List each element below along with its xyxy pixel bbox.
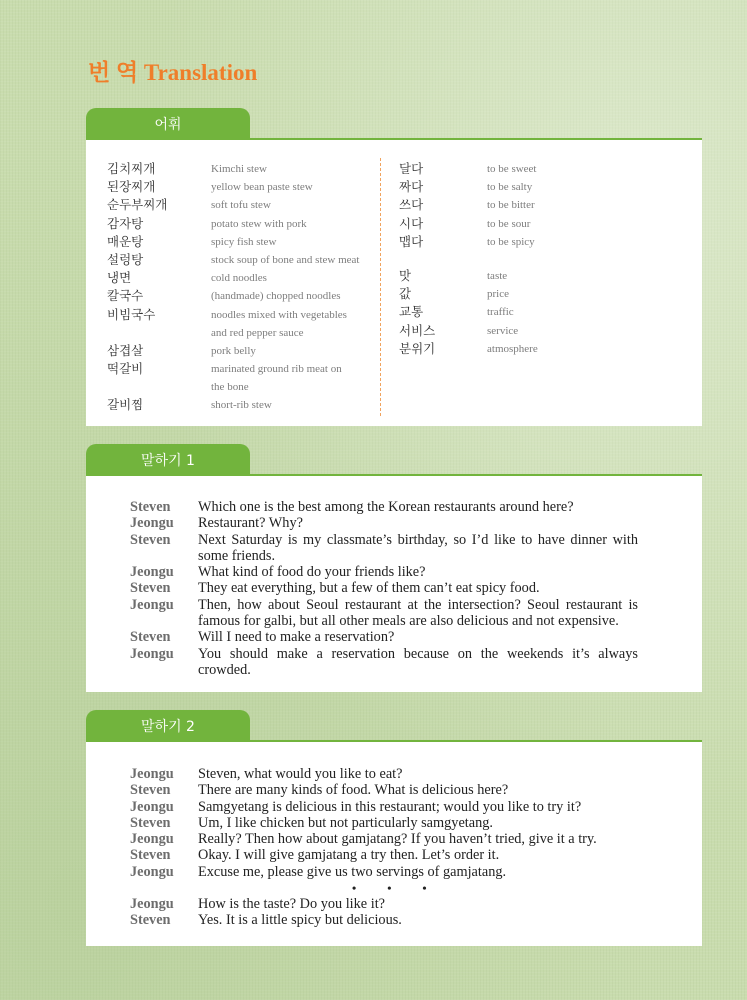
- dialogue-line: [130, 499, 638, 515]
- tab-vocabulary: 어휘: [86, 108, 250, 140]
- vocab-row: [399, 196, 538, 214]
- vocab-korean: 김치찌개: [107, 161, 156, 176]
- vocab-english: to be bitter: [487, 199, 535, 212]
- vocab-english: pork belly: [211, 344, 256, 357]
- speaker-name: Steven: [130, 580, 171, 597]
- vocab-row: [107, 396, 359, 414]
- vocab-english: atmosphere: [487, 342, 538, 355]
- speaker-name: Jeongu: [130, 863, 174, 880]
- vocab-row: [399, 322, 538, 340]
- vocab-korean: 맵다: [399, 233, 424, 249]
- vocab-korean: 교통: [399, 304, 424, 320]
- vocab-left-column: [107, 160, 359, 415]
- dialogue-line: [130, 896, 638, 912]
- dialogue-text: Um, I like chicken but not particularly samgyetang.: [198, 814, 493, 831]
- page-title: 번 역 Translation: [88, 60, 258, 85]
- dialogue-text: How is the taste? Do you like it?: [198, 896, 386, 913]
- vocab-row: [399, 285, 538, 303]
- tab-speaking-2: 말하기 2: [86, 710, 250, 742]
- vocab-english: price: [487, 288, 509, 301]
- dialogue-text: Samgyetang is delicious in this restaurant; would you like to try it?: [198, 798, 582, 815]
- vocab-korean: 감자탕: [107, 215, 144, 231]
- dialogue-line: [130, 847, 638, 863]
- vocab-english: and red pepper sauce: [211, 326, 304, 339]
- speaker-name: Jeongu: [130, 515, 174, 532]
- speaker-name: Jeongu: [130, 564, 174, 581]
- speaker-name: Jeongu: [130, 766, 174, 782]
- vocab-english: short-rib stew: [211, 399, 272, 412]
- vocabulary-panel: [86, 140, 702, 426]
- vocab-row: [107, 342, 359, 360]
- dialogue-text: Okay. I will give gamjatang a try then. Let’s order it.: [198, 847, 500, 864]
- vocab-english: yellow bean paste stew: [211, 181, 313, 194]
- speaker-name: Jeongu: [130, 596, 174, 613]
- dialogue-separator: • • •: [352, 881, 441, 896]
- vocab-row: [399, 160, 538, 178]
- dialogue-line: [130, 597, 638, 630]
- vocab-row: [107, 324, 359, 342]
- vocab-row: [107, 215, 359, 233]
- vocab-korean: 맛: [399, 267, 412, 283]
- speaker-name: Steven: [130, 782, 171, 799]
- vocab-korean: 쓰다: [399, 197, 424, 213]
- vocab-korean: 값: [399, 286, 412, 302]
- vocab-row: [399, 267, 538, 285]
- dialogue-line: [130, 912, 638, 928]
- speaking-2-panel: [86, 742, 702, 946]
- vocab-row: [107, 306, 359, 324]
- dialogue-text: Really? Then how about gamjatang? If you haven’t tried, give it a try.: [198, 831, 597, 848]
- vocab-row: [107, 378, 359, 396]
- vocab-english: noodles mixed with vegetables: [211, 308, 347, 321]
- vocab-row: [399, 340, 538, 358]
- vocab-row: [107, 178, 359, 196]
- dialogue-1: [130, 499, 638, 678]
- dialogue-line: [130, 629, 638, 645]
- speaker-name: Steven: [130, 499, 171, 515]
- vocab-english: marinated ground rib meat on: [211, 363, 342, 376]
- vocab-korean: 매운탕: [107, 233, 144, 249]
- vocab-korean: 서비스: [399, 322, 436, 338]
- speaker-name: Steven: [130, 531, 171, 548]
- dialogue-line: [130, 532, 638, 565]
- dialogue-text: Steven, what would you like to eat?: [198, 766, 403, 782]
- dialogue-2: [130, 766, 638, 929]
- vocab-korean: 칼국수: [107, 288, 144, 304]
- dialogue-text: Which one is the best among the Korean restaurants around here?: [198, 499, 574, 515]
- vocab-korean: 설렁탕: [107, 251, 144, 267]
- vocab-english: soft tofu stew: [211, 199, 271, 212]
- speaker-name: Jeongu: [130, 798, 174, 815]
- dialogue-text: Then, how about Seoul restaurant at the intersection? Seoul restaurant is famous for galbi, but all other meals are also delicious and not expensive.: [198, 596, 638, 630]
- vocab-korean: 떡갈비: [107, 361, 144, 377]
- vocab-row: [399, 303, 538, 321]
- vocab-english: to be sweet: [487, 163, 537, 175]
- vocab-english: spicy fish stew: [211, 235, 277, 248]
- vocab-english: the bone: [211, 381, 249, 394]
- speaker-name: Steven: [130, 912, 171, 929]
- vocab-row: [399, 215, 538, 233]
- vocab-english: potato stew with pork: [211, 217, 307, 230]
- vocab-row: [107, 233, 359, 251]
- vocab-korean: 달다: [399, 161, 424, 176]
- speaker-name: Jeongu: [130, 831, 174, 848]
- dialogue-text: There are many kinds of food. What is delicious here?: [198, 782, 509, 799]
- vocab-korean: 분위기: [399, 340, 436, 356]
- vocab-korean: 비빔국수: [107, 306, 156, 322]
- tab-speaking-1: 말하기 1: [86, 444, 250, 476]
- speaker-name: Jeongu: [130, 896, 174, 913]
- dialogue-text: What kind of food do your friends like?: [198, 564, 426, 581]
- vocab-korean: 짜다: [399, 179, 424, 195]
- vocab-korean: 냉면: [107, 270, 132, 286]
- dialogue-text: Next Saturday is my classmate’s birthday, so I’d like to have dinner with some friends.: [198, 531, 638, 564]
- vocab-korean: 순두부찌개: [107, 197, 168, 213]
- dialogue-line: [130, 515, 638, 531]
- dialogue-text: Restaurant? Why?: [198, 515, 303, 532]
- vocab-english: service: [487, 324, 519, 337]
- vocab-row: [107, 269, 359, 287]
- vocab-row: [107, 287, 359, 305]
- vocab-row: [399, 233, 538, 251]
- vocab-english: traffic: [487, 306, 514, 319]
- vocab-korean: 갈비찜: [107, 397, 144, 413]
- vocab-right-column: [399, 160, 538, 358]
- vocab-english: taste: [487, 269, 508, 282]
- vocab-row: [107, 251, 359, 269]
- speaker-name: Steven: [130, 629, 171, 646]
- speaker-name: Jeongu: [130, 645, 174, 662]
- speaker-name: Steven: [130, 814, 171, 831]
- vocab-korean: 된장찌개: [107, 179, 156, 195]
- vocab-row: [107, 196, 359, 214]
- vocab-english: Kimchi stew: [211, 163, 267, 175]
- vocab-divider: [380, 158, 381, 416]
- vocab-english: stock soup of bone and stew meat: [211, 253, 360, 266]
- vocab-english: to be sour: [487, 217, 531, 230]
- dialogue-line: [130, 646, 638, 679]
- dialogue-line: [130, 782, 638, 798]
- vocab-english: (handmade) chopped noodles: [211, 290, 341, 303]
- vocab-english: cold noodles: [211, 272, 267, 285]
- speaker-name: Steven: [130, 847, 171, 864]
- vocab-korean: 시다: [399, 215, 424, 231]
- dialogue-line: [130, 831, 638, 847]
- dialogue-text: Will I need to make a reservation?: [198, 629, 395, 646]
- vocab-row: [107, 160, 359, 178]
- dialogue-text: They eat everything, but a few of them can’t eat spicy food.: [198, 580, 540, 597]
- dialogue-line: [130, 815, 638, 831]
- dialogue-line: [130, 564, 638, 580]
- dialogue-text: Excuse me, please give us two servings of gamjatang.: [198, 863, 507, 880]
- dialogue-line: [130, 766, 638, 782]
- dialogue-text: You should make a reservation because on the weekends it’s always crowded.: [198, 645, 638, 678]
- dialogue-line: [130, 864, 638, 880]
- vocab-row: [399, 178, 538, 196]
- dialogue-line: [130, 580, 638, 596]
- dialogue-text: Yes. It is a little spicy but delicious.: [198, 912, 402, 929]
- vocab-korean: 삼겹살: [107, 342, 144, 358]
- vocab-row: [107, 360, 359, 378]
- dialogue-line: [130, 799, 638, 815]
- vocab-english: to be salty: [487, 181, 533, 194]
- speaking-1-panel: [86, 476, 702, 692]
- vocab-english: to be spicy: [487, 235, 535, 248]
- vocab-row: [399, 251, 538, 267]
